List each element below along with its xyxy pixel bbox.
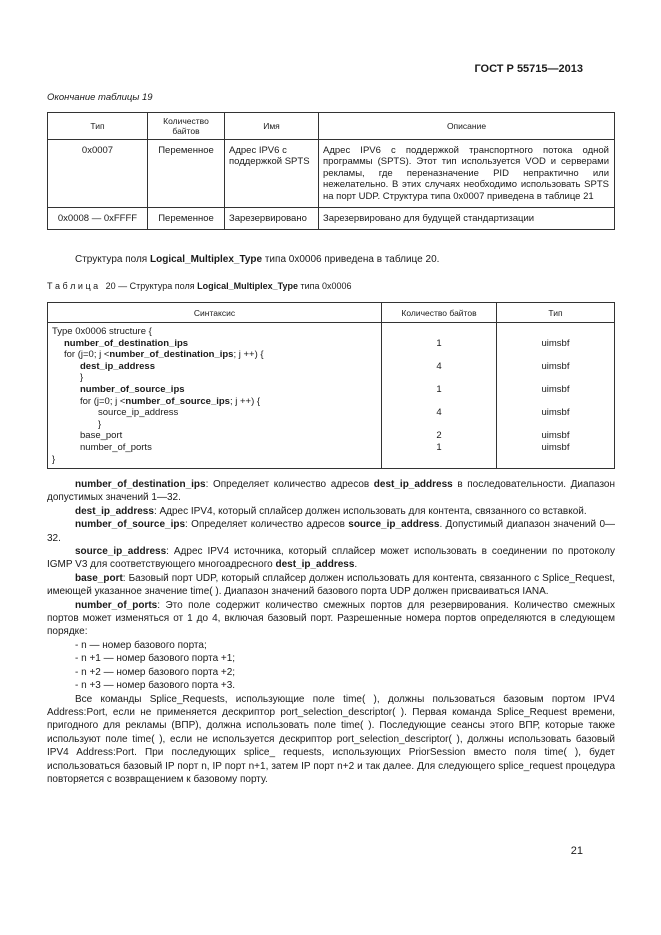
header-name: Имя bbox=[225, 113, 319, 140]
type-value: uimsbf bbox=[541, 407, 570, 419]
header-type: Тип bbox=[48, 113, 148, 140]
table-19 bbox=[47, 112, 615, 230]
syntax-cell bbox=[48, 323, 382, 469]
type-value: uimsbf bbox=[541, 383, 570, 395]
list-item: - n — номер базового порта; bbox=[75, 639, 207, 651]
syntax-line: for (j=0; j <number_of_source_ips; j ++) { bbox=[80, 395, 261, 407]
syntax-line: number_of_ports bbox=[80, 441, 152, 453]
count-value: 2 bbox=[436, 430, 442, 442]
paragraph: number_of_destination_ips: Определяет количество адресов dest_ip_address в последовательности. Диапазон допустимых значений 1—32. bbox=[47, 479, 616, 504]
table20-caption: Т а б л и ц а 20 — Структура поля Logical_Multiplex_Type типа 0x0006 bbox=[47, 281, 352, 291]
cell-description: Адрес IPV6 с поддержкой транспортного потока одной программы (SPTS). Этот тип используется VOD и серверами рекламы, где переназначение PID непрактично или нежелательно. В этих случаях необходимо использовать SPTS на порт UDP. Структура типа 0x0007 приведена в таблице 21 bbox=[319, 140, 615, 208]
syntax-line: number_of_destination_ips bbox=[64, 337, 189, 349]
syntax-line: } bbox=[52, 453, 56, 465]
table20-intro-paragraph: Структура поля Logical_Multiplex_Type типа 0x0006 приведена в таблице 20. bbox=[75, 254, 440, 265]
type-value: uimsbf bbox=[541, 360, 570, 372]
cell-type: 0x0007 bbox=[48, 140, 148, 208]
cell-description: Зарезервировано для будущей стандартизации bbox=[319, 207, 615, 229]
syntax-line: source_ip_address bbox=[98, 407, 179, 419]
cell-name: Адрес IPV6 с поддержкой SPTS bbox=[225, 140, 319, 208]
paragraph: number_of_source_ips: Определяет количество адресов source_ip_address. Допустимый диапазон значений 0—32. bbox=[47, 519, 615, 544]
type-value: uimsbf bbox=[541, 337, 570, 349]
cell-byte-count: Переменное bbox=[148, 140, 225, 208]
syntax-line: } bbox=[98, 418, 102, 430]
body-text bbox=[47, 478, 615, 786]
type-cell bbox=[497, 323, 615, 469]
table-header-row bbox=[48, 113, 615, 140]
byte-count-cell bbox=[382, 323, 497, 469]
syntax-line: number_of_source_ips bbox=[80, 383, 185, 395]
count-value: 1 bbox=[436, 383, 442, 395]
table-row bbox=[48, 323, 615, 469]
paragraph: source_ip_address: Адрес IPV4 источника, который сплайсер может использовать в соединении по протоколу IGMP V3 для соответствующего многоадресного dest_ip_address. bbox=[47, 546, 615, 571]
list-item: - n +1 — номер базового порта +1; bbox=[75, 653, 236, 665]
count-value: 4 bbox=[436, 360, 442, 372]
paragraph: dest_ip_address: Адрес IPV4, который сплайсер должен использовать для контента, связанного со вставкой. bbox=[75, 505, 587, 517]
count-value: 4 bbox=[436, 407, 442, 419]
cell-type: 0x0008 — 0xFFFF bbox=[48, 207, 148, 229]
header-type: Тип bbox=[497, 303, 615, 323]
list-item: - n +3 — номер базового порта +3. bbox=[75, 680, 236, 692]
header-syntax: Синтаксис bbox=[48, 303, 382, 323]
syntax-line: Type 0x0006 structure { bbox=[52, 326, 152, 337]
type-value: uimsbf bbox=[541, 430, 570, 442]
header-byte-count: Количество байтов bbox=[148, 113, 225, 140]
syntax-line: dest_ip_address bbox=[80, 360, 155, 372]
table-20 bbox=[47, 302, 615, 469]
header-description: Описание bbox=[319, 113, 615, 140]
count-value: 1 bbox=[436, 441, 442, 453]
field-name: Logical_Multiplex_Type bbox=[150, 254, 263, 265]
count-value: 1 bbox=[436, 337, 442, 349]
syntax-line: base_port bbox=[80, 430, 123, 442]
header-byte-count: Количество байтов bbox=[382, 303, 497, 323]
paragraph: base_port: Базовый порт UDP, который сплайсер должен использовать для контента, связанного с Splice_Request, имеющей указанное значение time( ). Диапазон значений базового порта UDP должен присваиваться IANA. bbox=[47, 572, 615, 598]
type-value: uimsbf bbox=[541, 441, 570, 453]
list-item: - n +2 — номер базового порта +2; bbox=[75, 666, 236, 678]
table19-caption: Окончание таблицы 19 bbox=[47, 92, 153, 103]
document-standard-header: ГОСТ Р 55715—2013 bbox=[474, 63, 583, 75]
table-row bbox=[48, 140, 615, 208]
page-number: 21 bbox=[570, 845, 583, 857]
cell-name: Зарезервировано bbox=[225, 207, 319, 229]
paragraph: number_of_ports: Это поле содержит количество смежных портов для резервирования. Количество смежных портов может изменяться от 1 до 4, включая базовый порт. Разрешенные номера портов определяются в следующем порядке: bbox=[47, 599, 615, 638]
table-header-row bbox=[48, 303, 615, 323]
syntax-line: for (j=0; j <number_of_destination_ips; j ++) { bbox=[64, 349, 264, 361]
cell-byte-count: Переменное bbox=[148, 207, 225, 229]
syntax-line: } bbox=[80, 372, 84, 384]
paragraph: Все команды Splice_Requests, использующие поле time( ), должны пользоваться базовым портом IPV4 Address:Port, если не применяется дескриптор port_selection_descriptor( ). Первая команда Splice_Request времени, пригодного для рекламы (ВПР), должна использовать поле time( ). Последующие сеансы этого ВПР, которые также используют поле time( ), если не используется дескриптор port_selection_descriptor( ), должны использовать базовый IPV4 Address:Port. При последующих splice_ requests, использующих PriorSession вместо поля time( ), будет использоваться базовый IP порт n, IP порт n+1, затем IP порт n+2 и так далее. Для следующего splice_request процедура повторяется с возвращением к базовому порту. bbox=[47, 693, 615, 785]
table-row bbox=[48, 207, 615, 229]
